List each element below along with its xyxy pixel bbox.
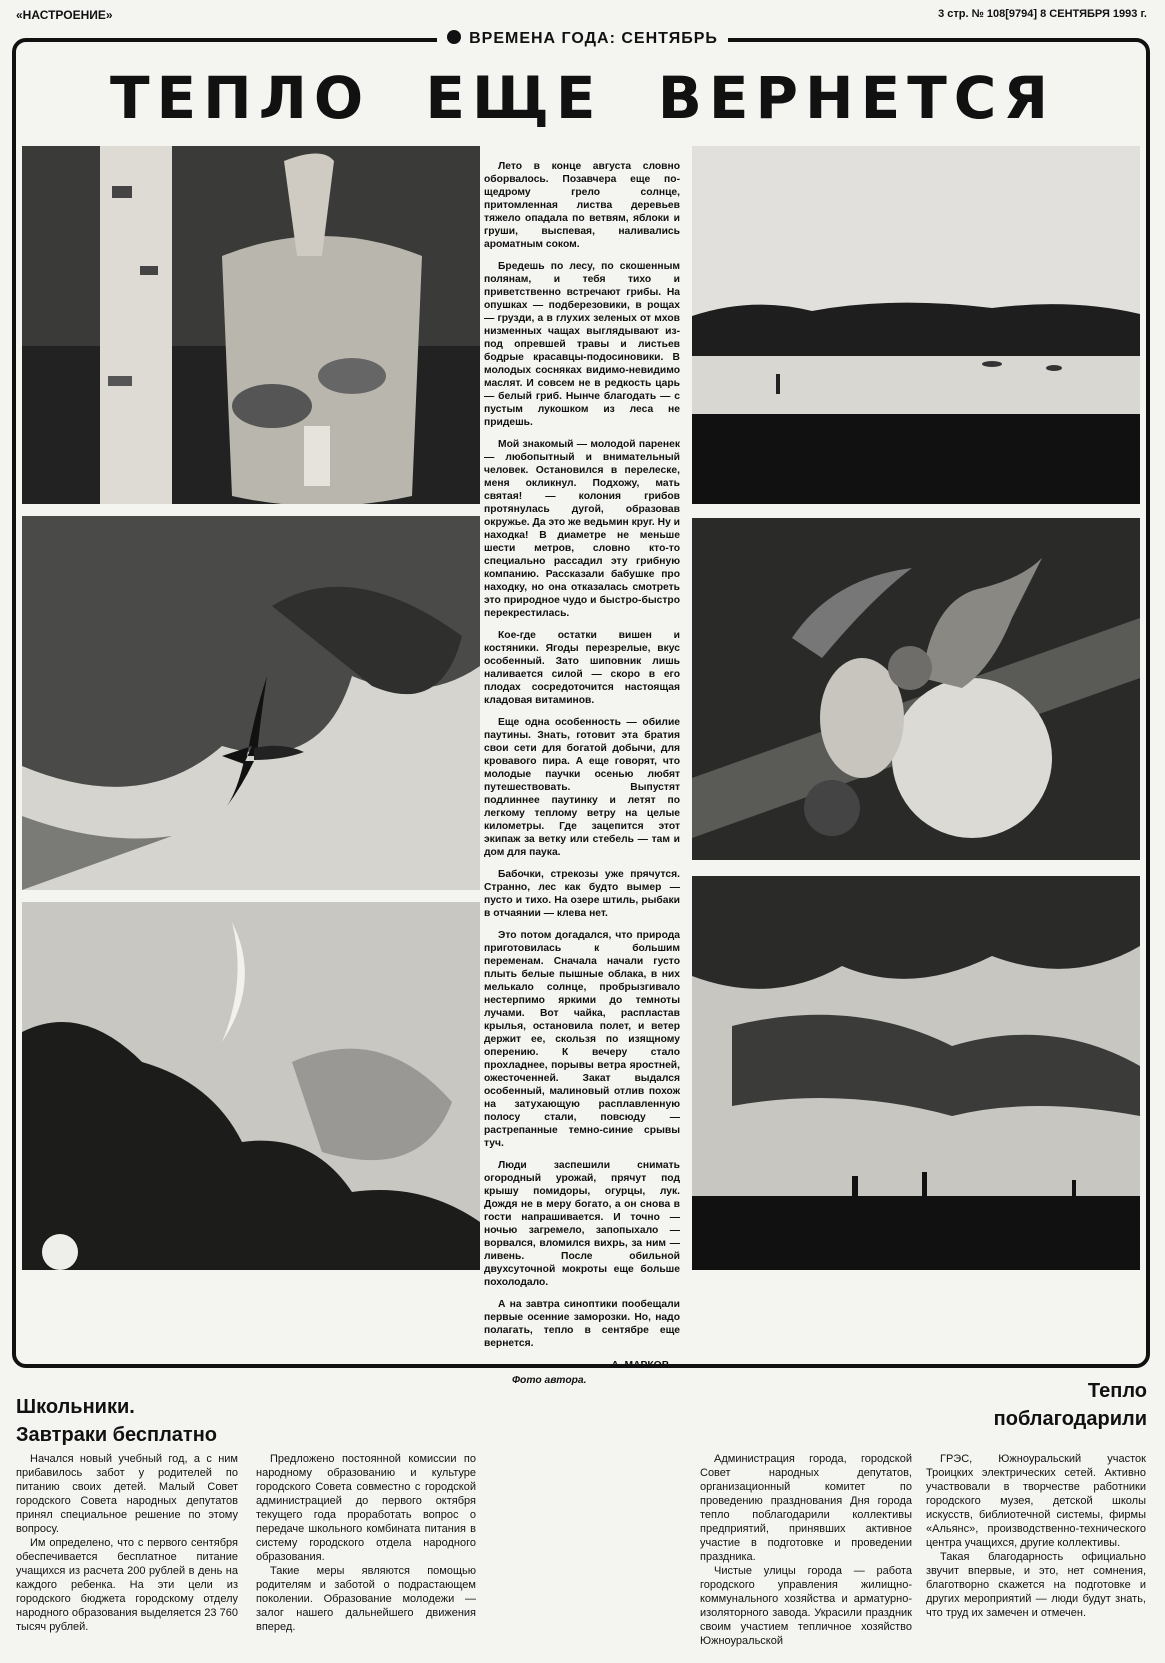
news2-paragraph: Такая благодарность официально звучит впервые, и это, нет сомнения, благотворно скажется на подготовке и других мероприятий — люди будут знать, что труд их замечен и отмечен. [926, 1551, 1146, 1619]
article-paragraph: Мой знакомый — молодой паренек — любопытный и внимательный человек. Остановился в перелеске, меня окликнул. Подхожу, мать святая! — колония грибов протянулась дугой, образовав окружье. Да это же ведьмин круг. Ну и находка! В диаметре не меньше шести метров, словно кто-то специально рассадил эту грибную компанию. Рассказали бабушке про находку, но она отказалась смотреть это природное чудо и быстро-быстро перекрестилась. [484, 439, 680, 619]
mushroom-basket-photo [22, 146, 480, 504]
news2-title-line2: поблагодарили [993, 1408, 1147, 1430]
author-signature: А. МАРКОВ. [611, 1360, 672, 1371]
masthead-paper-name: «НАСТРОЕНИЕ» [16, 8, 113, 22]
rubric-text: ВРЕМЕНА ГОДА: СЕНТЯБРЬ [469, 30, 718, 47]
flying-gull-photo [22, 516, 480, 890]
news1-column-2 [256, 1452, 476, 1634]
article-paragraph: Бредешь по лесу, по скошенным полянам, и тебя тихо и приветственно встречают грибы. На опушках — подберезовики, в рощах — грузди, а в глухих зеленых от мхов низменных чащах выглядывают из-под опревшей травы и листьев бодрые красавцы-подосиновики. В молодых сосняках видимо-невидимо маслят. И совсем не в редкость царь — белый гриб. Нынче благодать — с пустым лукошком из леса не придешь. [484, 261, 680, 428]
news1-paragraph: Такие меры являются помощью родителям и заботой о подрастающем поколении. Образование молодежи — залог нашего дальнейшего движения вперед. [256, 1565, 476, 1633]
article-text [484, 160, 680, 1396]
news2-title-line1: Тепло [1087, 1380, 1147, 1402]
news2-column-1 [700, 1452, 912, 1648]
article-paragraph: Еще одна особенность — обилие паутины. Знать, готовит эта братия свои сети для богатой добычи, для кровавого пира. А еще говорят, что молодые паучки осенью любят путешествовать. Выпустят подлиннее паутинку и летят по легкому теплому ветру на целые километры. Где зацепится этот экипаж за ветку или стебель — там и дом для паука. [484, 717, 680, 858]
news2-paragraph: ГРЭС, Южноуральский участок Троицких электрических сетей. Активно участвовали в творчестве работники городского музея, детской школы искусств, библиотечной системы, фирмы «Альянс», производственно-технического центра учащихся, другие коллективы. [926, 1453, 1146, 1549]
news1-title-line2: Завтраки бесплатно [16, 1424, 218, 1446]
rubric [0, 30, 1165, 48]
news1-paragraph: Начался новый учебный год, а с ним прибавилось забот у родителей по питанию своих детей. Малый Совет городского Совета народных депутатов принял специальное решение по этому вопросу. [16, 1453, 238, 1535]
sunset-clouds-photo [692, 876, 1140, 1270]
cat-pumpkin-photo [692, 518, 1140, 860]
photo-credit: Фото автора. [512, 1375, 587, 1386]
news1-column-1 [16, 1452, 238, 1634]
news2-column-2 [926, 1452, 1146, 1620]
article-paragraph: Это потом догадался, что природа приготовилась к большим переменам. Сначала начали густо плыть белые пышные облака, в них мелькало солнце, пробрызгивало нестерпимо яркими до темноты лучами. Вот чайка, распластав крылья, остановила полет, и ветер держит ее, скользя по изящному оперению. К вечеру стало прохладнее, порывы ветра яростней, ожесточенней. Закат выдался особенный, малиновый отлив похож на затухающую расплавленную полосу стали, повсюду — растрепанные темно-синие срывы туч. [484, 930, 680, 1149]
headline: ТЕПЛО ЕЩЕ ВЕРНЕТСЯ [109, 64, 1055, 132]
lake-fishermen-photo [692, 146, 1140, 504]
article-paragraph: А на завтра синоптики пообещали первые осенние заморозки. Но, надо полагать, тепло в сентябре еще вернется. [484, 1299, 680, 1349]
news2-paragraph: Чистые улицы города — работа городского управления жилищно-коммунального хозяйства и арматурно-изоляторного завода. Украсили праздник своим участием тепличное хозяйство Южноуральской [700, 1565, 912, 1647]
article-paragraph: Лето в конце августа словно оборвалось. Позавчера еще по-щедрому грело солнце, притомленная листва деревьев тяжело опадала по ветвям, яблоки и груши, выспевая, наливались ароматным соком. [484, 161, 680, 250]
news1-title-line1: Школьники. [16, 1396, 135, 1418]
news1-paragraph: Предложено постоянной комиссии по народному образованию и культуре городского Совета совместно с городской администрацией до первого октября текущего года проработать вопрос о передаче школьного комбината питания в систему городского отдела народного образования. [256, 1453, 476, 1563]
article-paragraph: Бабочки, стрекозы уже прячутся. Странно, лес как будто вымер — пусто и тихо. На озере штиль, рыбаки в отчаянии — клева нет. [484, 869, 680, 919]
masthead-issue-info: 3 стр. № 108[9794] 8 СЕНТЯБРЯ 1993 г. [938, 8, 1147, 20]
moon-trees-photo [22, 902, 480, 1270]
article-paragraph: Люди заспешили снимать огородный урожай, прячут под крышу помидоры, огурцы, лук. Дождя не в меру богато, а он снова в гости напрашивается. И точно — ночью загремело, запопыхало — ворвался, вломился вихрь, за ним — ливень. После обильной двухсуточной мокроты еще больше похолодало. [484, 1160, 680, 1288]
news1-paragraph: Им определено, что с первого сентября обеспечивается бесплатное питание учащихся из расчета 200 рублей в день на каждого ребенка. На эти цели из городского бюджета городскому отделу народного образования выделяется 23 760 тысяч рублей. [16, 1537, 238, 1633]
article-paragraph: Кое-где остатки вишен и костяники. Ягоды перезрелые, вкус особенный. Зато шиповник лишь наливается силой — скоро в его плодах сосредоточится настоящая кладовая витаминов. [484, 630, 680, 706]
news2-paragraph: Администрация города, городской Совет народных депутатов, организационный комитет по проведению празднования Дня города тепло поблагодарили коллективы предприятий, принявших активное участие в подготовке и проведении праздника. [700, 1453, 912, 1563]
bullet-icon [447, 30, 461, 44]
